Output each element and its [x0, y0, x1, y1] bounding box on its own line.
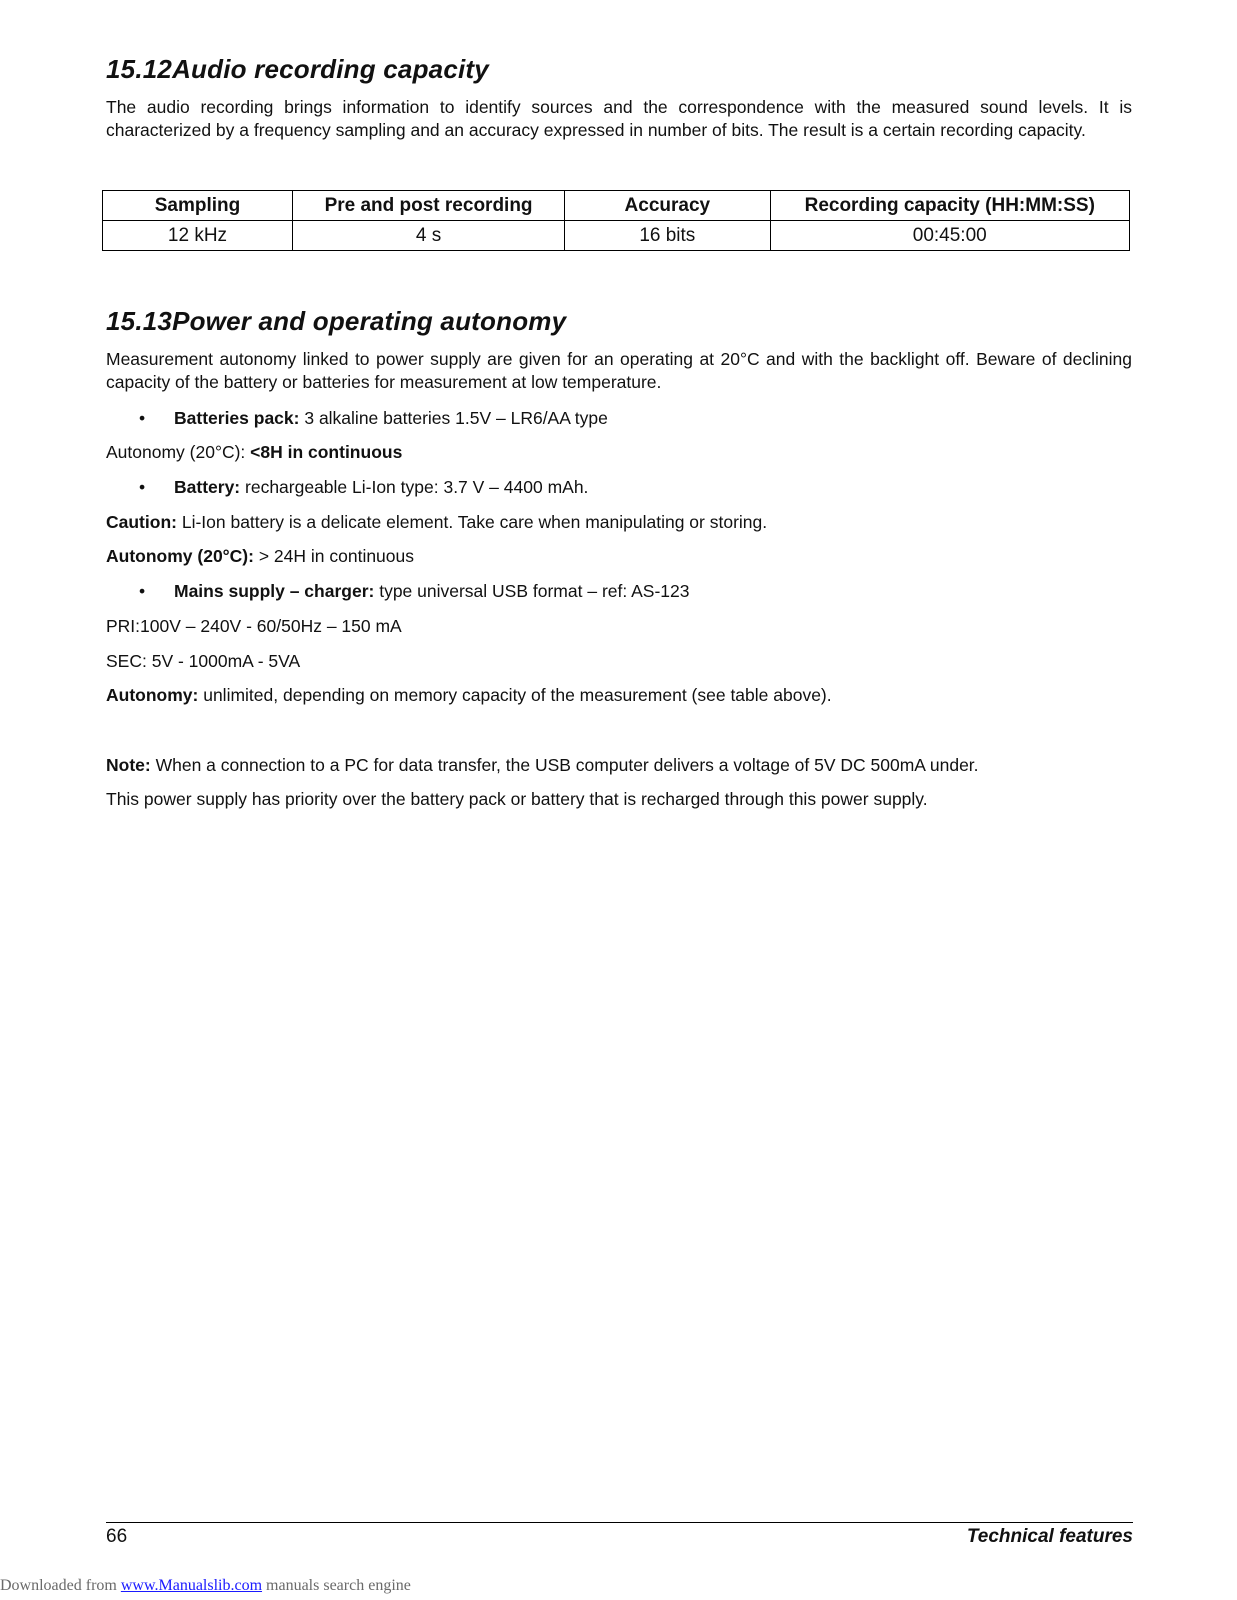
- table-cell: 16 bits: [565, 221, 770, 251]
- section-heading-power: 15.13Power and operating autonomy: [106, 306, 567, 336]
- battery-label: Battery:: [174, 477, 241, 497]
- autonomy-line-3: [106, 684, 832, 707]
- note-text: When a connection to a PC for data transfer, the USB computer delivers a voltage of 5V DC 500mA under.: [150, 755, 979, 775]
- mains-text: type universal USB format – ref: AS-123: [374, 581, 690, 601]
- battery-text: rechargeable Li-Ion type: 3.7 V – 4400 mAh.: [240, 477, 589, 497]
- caution-text: Li-Ion battery is a delicate element. Take care when manipulating or storing.: [176, 512, 768, 532]
- section-heading-audio: 15.12Audio recording capacity: [106, 54, 489, 84]
- audio-spec-table: [102, 190, 1130, 251]
- mains-label: Mains supply – charger:: [174, 581, 375, 601]
- bullet-marker: •: [139, 408, 146, 428]
- caution-line: [106, 511, 767, 534]
- footer-title: Technical features: [966, 1526, 1133, 1547]
- table-header-cell: Accuracy: [565, 191, 770, 221]
- audio-paragraph: The audio recording brings information to identify sources and the correspondence with the measured sound levels. It is characterized by a frequency sampling and an accuracy expressed in number of bits. The result is a certain recording capacity.: [106, 97, 1132, 140]
- table-header-cell: Sampling: [103, 191, 293, 221]
- table-header-cell: Pre and post recording: [292, 191, 564, 221]
- autonomy-1-value: <8H in continuous: [250, 442, 403, 462]
- batteries-pack-text: 3 alkaline batteries 1.5V – LR6/AA type: [299, 408, 608, 428]
- table-header-cell: Recording capacity (HH:MM:SS): [770, 191, 1129, 221]
- caution-label: Caution:: [106, 512, 177, 532]
- table-header-row: [103, 191, 1130, 221]
- table-row: [103, 221, 1130, 251]
- note-line: [106, 754, 979, 777]
- watermark-prefix: Downloaded from: [0, 1577, 121, 1594]
- table-cell: 4 s: [292, 221, 564, 251]
- pri-line: PRI:100V – 240V - 60/50Hz – 150 mA: [106, 616, 402, 636]
- power-paragraph: Measurement autonomy linked to power supply are given for an operating at 20°C and with the backlight off. Beware of declining capacity of the battery or batteries for measurement at low temperature.: [106, 349, 1132, 392]
- note-label: Note:: [106, 755, 151, 775]
- bullet-marker: •: [139, 477, 146, 497]
- page-number: 66: [106, 1526, 128, 1547]
- table-cell: 00:45:00: [770, 221, 1129, 251]
- sec-line: SEC: 5V - 1000mA - 5VA: [106, 651, 301, 671]
- download-watermark: [0, 1577, 411, 1595]
- table-cell: 12 kHz: [103, 221, 293, 251]
- autonomy-1-label: Autonomy (20°C):: [106, 442, 251, 462]
- watermark-suffix: manuals search engine: [262, 1577, 411, 1594]
- watermark-link[interactable]: www.Manualslib.com: [120, 1577, 263, 1594]
- autonomy-2-text: > 24H in continuous: [253, 546, 415, 566]
- footer-divider: [106, 1522, 1133, 1523]
- autonomy-3-label: Autonomy:: [106, 685, 199, 705]
- note-line-2: This power supply has priority over the battery pack or battery that is recharged through this power supply.: [106, 789, 928, 809]
- autonomy-line-1: [106, 441, 402, 464]
- bullet-marker: •: [139, 581, 146, 601]
- autonomy-3-text: unlimited, depending on memory capacity of the measurement (see table above).: [198, 685, 832, 705]
- autonomy-2-label: Autonomy (20°C):: [106, 546, 254, 566]
- autonomy-line-2: [106, 545, 414, 568]
- batteries-pack-label: Batteries pack:: [174, 408, 300, 428]
